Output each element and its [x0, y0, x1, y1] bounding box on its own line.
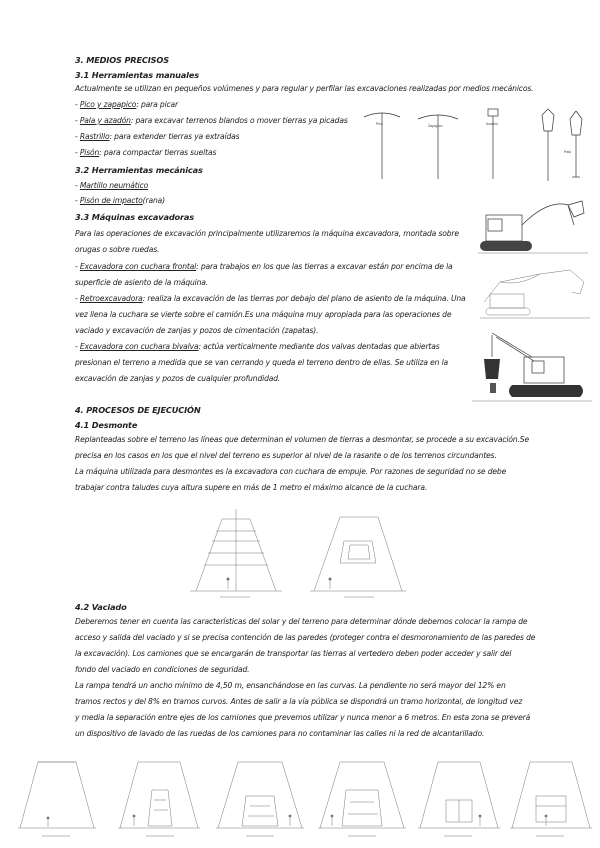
tool-desc: : para picar — [136, 100, 179, 109]
clamshell-desc: presionan el terreno a medida que se van cerrando y queda el terreno dentro de ellas. Se utiliza en la — [75, 358, 449, 367]
hand-tools-illustration — [362, 105, 587, 185]
backhoe-desc: vez llena la cuchara se vierte sobre el camión.Es una máquina muy apropiada para las operaciones de — [75, 310, 452, 319]
vaciado-figure — [118, 750, 200, 842]
tool-desc: : para extender tierras ya extraídas — [109, 132, 240, 141]
s41-paragraph: trabajar contra taludes cuya altura supere en más de 1 metro el máximo alcance de la cuchara. — [75, 483, 428, 492]
clamshell-illustration — [472, 327, 592, 407]
vaciado-figure — [216, 750, 304, 842]
mech-item: - Pisón de impacto(rana) — [75, 196, 165, 205]
mech-item: - Martillo neumático — [75, 181, 149, 190]
section-3-2-title: 3.2 Herramientas mecánicas — [75, 165, 203, 175]
s33-paragraph: Para las operaciones de excavación principalmente utilizaremos la máquina excavadora, montada sobre — [75, 229, 459, 238]
tool-label: Azadón — [486, 122, 498, 126]
vaciado-figure — [18, 750, 96, 842]
tool-term: Pala y azadón — [79, 116, 131, 125]
section-3-title: 3. MEDIOS PRECISOS — [75, 55, 169, 65]
section-4-2-title: 4.2 Vaciado — [75, 602, 127, 612]
vaciado-figure — [318, 750, 406, 842]
retro-term: Retroexcavadora — [79, 294, 143, 303]
vaciado-figure — [510, 750, 592, 842]
s42-paragraph: tramos rectos y del 8% en tramos curvos. Antes de salir a la vía pública se dispondrá un tramo horizontal, de longitud vez — [75, 697, 523, 706]
s42-paragraph: y media la separación entre ejes de los camiones que prevemos utilizar y nunca menor a 6 metros. En esta zona se preverá — [75, 713, 531, 722]
front-shovel-illustration — [478, 195, 588, 257]
clamshell-item: - Excavadora con cuchara bivalva: actúa verticalmente mediante dos valvas dentadas que abiertas — [75, 342, 440, 351]
s41-paragraph: precisa en los casos en los que el nivel del terreno es superior al nivel de la rasante o de los terrenos circundantes. — [75, 451, 497, 460]
tool-item: - Pisón: para compactar tierras sueltas — [75, 148, 217, 157]
mech-term: Martillo neumático — [79, 181, 149, 190]
tool-label: Pico — [376, 122, 383, 126]
tool-desc: : para compactar tierras sueltas — [99, 148, 217, 157]
section-3-3-title: 3.3 Máquinas excavadoras — [75, 212, 194, 222]
desmonte-figure-1 — [190, 505, 282, 603]
s33-paragraph: orugas o sobre ruedas. — [75, 245, 160, 254]
backhoe-illustration — [480, 262, 590, 322]
s42-paragraph: la excavación). Los camiones que se encargarán de transportar las tierras al vertedero deben poder acceder y salir del — [75, 649, 512, 658]
vaciado-figure — [418, 750, 500, 842]
tool-desc: : para excavar terrenos blandos o mover tierras ya picadas — [130, 116, 348, 125]
s42-paragraph: Deberemos tener en cuenta las características del solar y del terreno para determinar dónde debemos colocar la rampa de — [75, 617, 528, 626]
tool-term: Pisón — [79, 148, 100, 157]
section-4-1-title: 4.1 Desmonte — [75, 420, 138, 430]
s42-paragraph: un dispositivo de lavado de las ruedas de los camiones para no contaminar las calles ni la red de alcantarillado. — [75, 729, 485, 738]
tool-item: - Rastrillo: para extender tierras ya extraídas — [75, 132, 240, 141]
s41-paragraph: Replanteadas sobre el terreno las líneas que determinan el volumen de tierras a desmontar, se procede a su excavación.Se — [75, 435, 529, 444]
front-shovel-item: - Excavadora con cuchara frontal: para trabajos en los que las tierras a excavar están por encima de la — [75, 262, 453, 271]
tool-term: Rastrillo — [79, 132, 110, 141]
s42-paragraph: La rampa tendrá un ancho mínimo de 4,50 m, ensanchándose en las curvas. La pendiente no será mayor del 12% en — [75, 681, 506, 690]
section-4-title: 4. PROCESOS DE EJECUCIÓN — [75, 405, 201, 415]
section-3-1-title: 3.1 Herramientas manuales — [75, 70, 199, 80]
front-term: Excavadora con cuchara frontal — [79, 262, 197, 271]
tool-item: - Pala y azadón: para excavar terrenos blandos o mover tierras ya picadas — [75, 116, 348, 125]
tool-item: - Pico y zapapico: para picar — [75, 100, 179, 109]
desmonte-figure-2 — [310, 505, 406, 603]
s42-paragraph: acceso y salida del vaciado y si se precisa contención de las paredes (proteger contra el desmoronamiento de las paredes de — [75, 633, 536, 642]
mech-term: Pisón de impacto — [79, 196, 143, 205]
mech-desc: (rana) — [142, 196, 165, 205]
tool-term: Pico y zapapico — [79, 100, 137, 109]
s42-paragraph: fondo del vaciado en condiciones de seguridad. — [75, 665, 250, 674]
front-desc: : para trabajos en los que las tierras a excavar están por encima de la — [196, 262, 453, 271]
tool-label: Zapapico — [428, 124, 443, 128]
bival-desc: : actúa verticalmente mediante dos valvas dentadas que abiertas — [198, 342, 440, 351]
retro-desc: : realiza la excavación de las tierras por debajo del plano de asiento de la máquina. Una — [142, 294, 466, 303]
clamshell-desc: excavación de zanjas y pozos de cualquier profundidad. — [75, 374, 281, 383]
backhoe-item: - Retroexcavadora: realiza la excavación de las tierras por debajo del plano de asiento de la máquina. Una — [75, 294, 466, 303]
section-3-1-intro: Actualmente se utilizan en pequeños volúmenes y para regular y perfilar las excavaciones realizadas por medios mecánicos. — [75, 84, 534, 93]
bival-term: Excavadora con cuchara bivalva — [79, 342, 199, 351]
s41-paragraph: La máquina utilizada para desmontes es la excavadora con cuchara de empuje. Por razones de seguridad no se debe — [75, 467, 507, 476]
front-shovel-desc: superficie de asiento de la máquina. — [75, 278, 209, 287]
tool-label: Pala — [564, 150, 572, 154]
backhoe-desc: vaciado y excavación de zanjas y pozos de cimentación (zapatas). — [75, 326, 319, 335]
